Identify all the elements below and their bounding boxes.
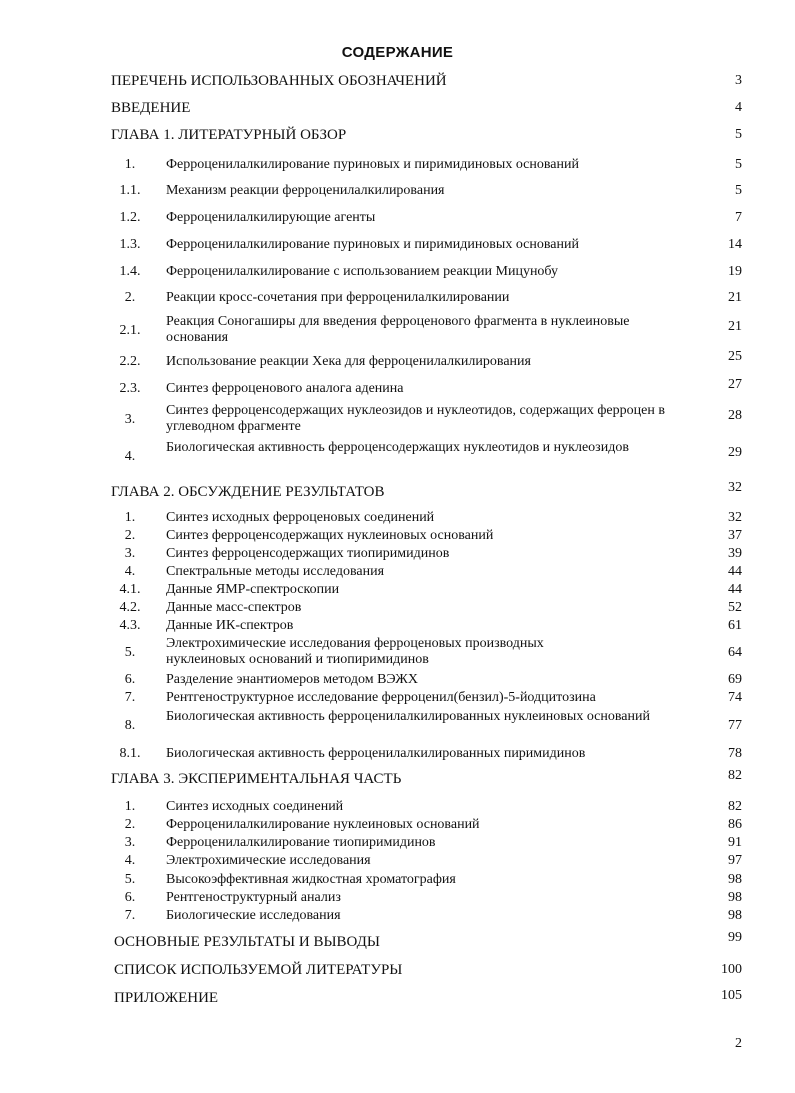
toc-entry-title: СПИСОК ИСПОЛЬЗУЕМОЙ ЛИТЕРАТУРЫ [114,962,403,978]
toc-entry-page: 74 [728,690,742,705]
toc-entry-number: 8. [124,718,136,733]
toc-entry-number: 3. [124,412,136,427]
toc-entry-title: ВВЕДЕНИЕ [111,100,191,116]
page-number: 2 [735,1036,742,1051]
toc-entry-title: Синтез ферроценсодержащих нуклеиновых оснований [166,528,494,543]
toc-entry-title: Рентгеноструктурный анализ [166,890,341,905]
toc-entry-title: Синтез ферроценового аналога аденина [166,381,404,396]
toc-entry-page: 78 [728,746,742,761]
toc-entry-number: 7. [124,690,136,705]
toc-entry-title: Ферроценилалкилирование пуриновых и пиримидиновых оснований [166,157,579,172]
toc-entry-title: ПЕРЕЧЕНЬ ИСПОЛЬЗОВАННЫХ ОБОЗНАЧЕНИЙ [111,73,447,89]
toc-entry-title: Синтез исходных ферроценовых соединений [166,510,435,525]
toc-entry-page: 21 [728,290,742,305]
toc-entry-title: Данные ИК-спектров [166,618,294,633]
toc-entry-number: 4.3. [119,618,141,633]
toc-entry-number: 7. [124,908,136,923]
toc-entry-page: 98 [728,908,742,923]
toc-entry-title: Данные масс-спектров [166,600,302,615]
toc-entry-page: 39 [728,546,742,561]
toc-entry-title: Ферроценилалкилирующие агенты [166,210,376,225]
toc-entry-page: 5 [735,157,742,172]
toc-entry-title: Высокоэффективная жидкостная хроматография [166,872,456,887]
toc-entry-page: 98 [728,872,742,887]
toc-entry-page: 21 [728,319,742,334]
toc-entry-number: 6. [124,890,136,905]
toc-entry-number: 1. [124,799,136,814]
toc-entry-page: 61 [728,618,742,633]
toc-entry-page: 5 [735,183,742,198]
toc-entry-title: ГЛАВА 3. ЭКСПЕРИМЕНТАЛЬНАЯ ЧАСТЬ [111,771,402,787]
toc-entry-title: Ферроценилалкилирование нуклеиновых оснований [166,817,480,832]
toc-entry-number: 2. [124,817,136,832]
toc-entry-title: Использование реакции Хека для ферроценилалкилирования [166,354,531,369]
toc-entry-title: Ферроценилалкилирование с использованием реакции Мицунобу [166,264,559,279]
toc-entry-page: 5 [735,127,742,142]
toc-entry-number: 8.1. [119,746,141,761]
toc-entry-page: 77 [728,718,742,733]
toc-entry-number: 5. [124,872,136,887]
toc-entry-page: 86 [728,817,742,832]
toc-entry-number: 4. [124,564,136,579]
toc-entry-page: 105 [721,988,742,1003]
toc-entry-number: 1.4. [119,264,141,279]
toc-entry-page: 29 [728,445,742,460]
toc-entry-page: 25 [728,349,742,364]
toc-entry-page: 98 [728,890,742,905]
toc-entry-page: 4 [735,100,742,115]
toc-entry-number: 4.1. [119,582,141,597]
toc-entry-title: Разделение энантиомеров методом ВЭЖХ [166,672,418,687]
toc-entry-number: 3. [124,835,136,850]
toc-entry-title: Рентгеноструктурное исследование ферроценил(бензил)-5-йодцитозина [166,690,596,705]
toc-entry-title: Синтез ферроценсодержащих тиопиримидинов [166,546,450,561]
toc-entry-number: 5. [124,645,136,660]
toc-entry-title: Электрохимические исследования [166,853,371,868]
toc-entry-title: ГЛАВА 2. ОБСУЖДЕНИЕ РЕЗУЛЬТАТОВ [111,484,385,500]
toc-entry-page: 97 [728,853,742,868]
toc-entry-page: 27 [728,377,742,392]
toc-entry-title: ПРИЛОЖЕНИЕ [114,990,219,1006]
toc-entry-number: 1.1. [119,183,141,198]
toc-entry-page: 28 [728,408,742,423]
toc-entry-page: 37 [728,528,742,543]
toc-entry-page: 32 [728,480,742,495]
toc-entry-page: 99 [728,930,742,945]
toc-entry-page: 44 [728,582,742,597]
toc-entry-number: 2.2. [119,354,141,369]
toc-entry-number: 2.3. [119,381,141,396]
toc-entry-number: 6. [124,672,136,687]
toc-entry-page: 82 [728,799,742,814]
toc-entry-page: 82 [728,768,742,783]
toc-entry-number: 1. [124,157,136,172]
toc-entry-page: 14 [728,237,742,252]
toc-entry-page: 91 [728,835,742,850]
toc-entry-title: Ферроценилалкилирование пуриновых и пиримидиновых оснований [166,237,579,252]
toc-entry-title: Биологическая активность ферроценилалкилированных пиримидинов [166,746,586,761]
toc-entry-page: 32 [728,510,742,525]
toc-entry-title: ОСНОВНЫЕ РЕЗУЛЬТАТЫ И ВЫВОДЫ [114,934,380,950]
toc-entry-title: Спектральные методы исследования [166,564,385,579]
toc-entry-title: Реакции кросс-сочетания при ферроценилалкилировании [166,290,510,305]
toc-entry-number: 1.3. [119,237,141,252]
toc-entry-number: 2.1. [119,323,141,338]
toc-entry-number: 4. [124,449,136,464]
toc-entry-number: 4.2. [119,600,141,615]
toc-entry-number: 2. [124,290,136,305]
toc-entry-number: 4. [124,853,136,868]
toc-entry-page: 100 [721,962,742,977]
toc-entry-title: Ферроценилалкилирование тиопиримидинов [166,835,436,850]
toc-entry-title: Биологическая активность ферроценилалкилированных нуклеиновых оснований [166,709,650,724]
toc-entry-page: 64 [728,645,742,660]
toc-entry-title: Биологические исследования [166,908,341,923]
toc-entry-title: Синтез ферроценсодержащих нуклеозидов и нуклеотидов, содержащих ферроцен в углеводном фрагменте [166,403,665,434]
toc-entry-number: 3. [124,546,136,561]
toc-entry-title: Данные ЯМР-спектроскопии [166,582,340,597]
toc-entry-page: 44 [728,564,742,579]
toc-entry-title: Биологическая активность ферроценсодержащих нуклеотидов и нуклеозидов [166,440,629,455]
toc-entry-page: 52 [728,600,742,615]
toc-entry-page: 7 [735,210,742,225]
toc-entry-page: 3 [735,73,742,88]
page-title: СОДЕРЖАНИЕ [341,44,454,61]
toc-entry-page: 19 [728,264,742,279]
toc-entry-title: ГЛАВА 1. ЛИТЕРАТУРНЫЙ ОБЗОР [111,127,347,143]
toc-entry-number: 2. [124,528,136,543]
toc-entry-number: 1. [124,510,136,525]
toc-entry-title: Синтез исходных соединений [166,799,344,814]
toc-entry-title: Электрохимические исследования ферроценовых производных нуклеиновых оснований и тиопиримидинов [166,636,544,667]
toc-entry-title: Реакция Соногаширы для введения ферроценового фрагмента в нуклеиновые основания [166,314,630,345]
toc-entry-number: 1.2. [119,210,141,225]
toc-entry-page: 69 [728,672,742,687]
toc-entry-title: Механизм реакции ферроценилалкилирования [166,183,445,198]
